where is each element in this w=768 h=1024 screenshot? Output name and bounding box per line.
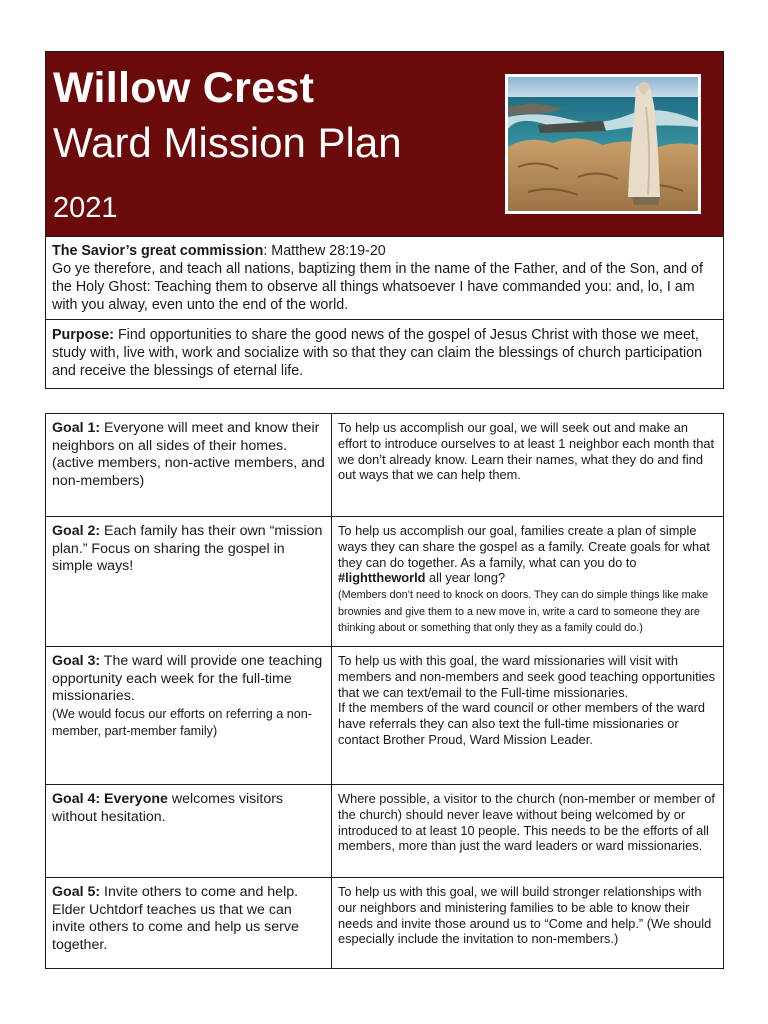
- goal-text: Everyone will meet and know their neighbors on all sides of their homes.: [52, 420, 320, 454]
- goal-label: Goal 2:: [52, 523, 101, 539]
- goal-note: (We would focus our efforts on referring a non-member, part-member family): [52, 706, 312, 738]
- seashore-photo: [505, 74, 701, 214]
- goal-5-plan: [332, 878, 724, 969]
- plan-text: To help us accomplish our goal, we will seek out and make an effort to introduce ourselves to at least 1 neighbor each month that we don’t already know. Learn their names, what they do and find out ways that we can help them.: [338, 420, 715, 483]
- goal-text: The ward will provide one teaching opportunity each week for the full-time missionaries.: [52, 653, 323, 704]
- goal-2-plan: [332, 517, 724, 647]
- plan-text: Where possible, a visitor to the church (non-member or member of the church) should never leave without being welcomed by or introduced to at least 10 people. This needs to be the efforts of all members, more than just the ward leaders or ward missionaries.: [338, 791, 715, 854]
- goal-label: Goal 3:: [52, 653, 101, 669]
- goal-label: Goal 1:: [52, 420, 101, 436]
- purpose-label: Purpose:: [52, 327, 114, 343]
- commission-section: [46, 236, 723, 319]
- header-banner: [46, 52, 723, 236]
- hashtag: #lighttheworld: [338, 570, 426, 586]
- goal-1-plan: [332, 414, 724, 517]
- table-row: [46, 414, 724, 517]
- table-row: [46, 878, 724, 969]
- plan-text-2: If the members of the ward council or other members of the ward have referrals they can also text the full-time missionaries or contact Brother Proud, Ward Mission Leader.: [338, 700, 706, 747]
- goal-label: Goal 5:: [52, 884, 101, 900]
- goal-5-cell: [46, 878, 332, 969]
- plan-text-end: all year long?: [425, 570, 506, 586]
- goal-4-plan: [332, 785, 724, 878]
- goal-4-cell: [46, 785, 332, 878]
- goal-1-cell: [46, 414, 332, 517]
- plan-year: 2021: [53, 192, 118, 224]
- plan-text: To help us accomplish our goal, families create a plan of simple ways they can share the gospel as a family. Create goals for what they can do together. As a family, what can you do to: [338, 523, 710, 570]
- commission-reference: : Matthew 28:19-20: [263, 243, 386, 259]
- plan-text: To help us with this goal, we will build stronger relationships with our neighbors and ministering families to be able to know their needs and invite those around us to “Come and help.” (We should especially include the invitation to non-members.): [338, 884, 712, 947]
- table-row: [46, 517, 724, 647]
- commission-text: Go ye therefore, and teach all nations, baptizing them in the name of the Father, and of the Son, and of the Holy Ghost: Teaching them to observe all things whatsoever I have commanded you: and, lo, I am with you alway, even unto the end of the world.: [52, 261, 703, 313]
- header-box: [45, 51, 724, 389]
- commission-label: The Savior’s great commission: [52, 243, 264, 259]
- goal-label: Goal 4: Everyone: [52, 791, 168, 807]
- table-row: [46, 785, 724, 878]
- plan-note: (Members don’t need to knock on doors. They can do simple things like make brownies and give them to a new move in, write a card to someone they are thinking about or something that only they as a family could do.): [338, 589, 709, 635]
- purpose-section: [46, 319, 723, 388]
- plan-text: To help us with this goal, the ward missionaries will visit with members and non-members and seek good teaching opportunities that we can text/email to the Full-time missionaries.: [338, 653, 716, 700]
- ward-title: Willow Crest: [53, 64, 315, 112]
- goal-text: Each family has their own “mission plan.” Focus on sharing the gospel in simple ways!: [52, 523, 323, 574]
- goal-text: Invite others to come and help. Elder Uchtdorf teaches us that we can invite others to come and help us serve together.: [52, 884, 299, 953]
- goal-note: (active members, non-active members, and non-members): [52, 455, 325, 489]
- plan-title: Ward Mission Plan: [53, 119, 402, 166]
- goal-text: welcomes visitors without hesitation.: [52, 791, 284, 825]
- goal-2-cell: [46, 517, 332, 647]
- goals-table: [45, 413, 724, 969]
- purpose-text: Find opportunities to share the good news of the gospel of Jesus Christ with those we meet, study with, live with, work and socialize with so that they can claim the blessings of church participation and receive the blessings of eternal life.: [52, 327, 703, 379]
- table-row: [46, 647, 724, 785]
- goal-3-cell: [46, 647, 332, 785]
- goal-3-plan: [332, 647, 724, 785]
